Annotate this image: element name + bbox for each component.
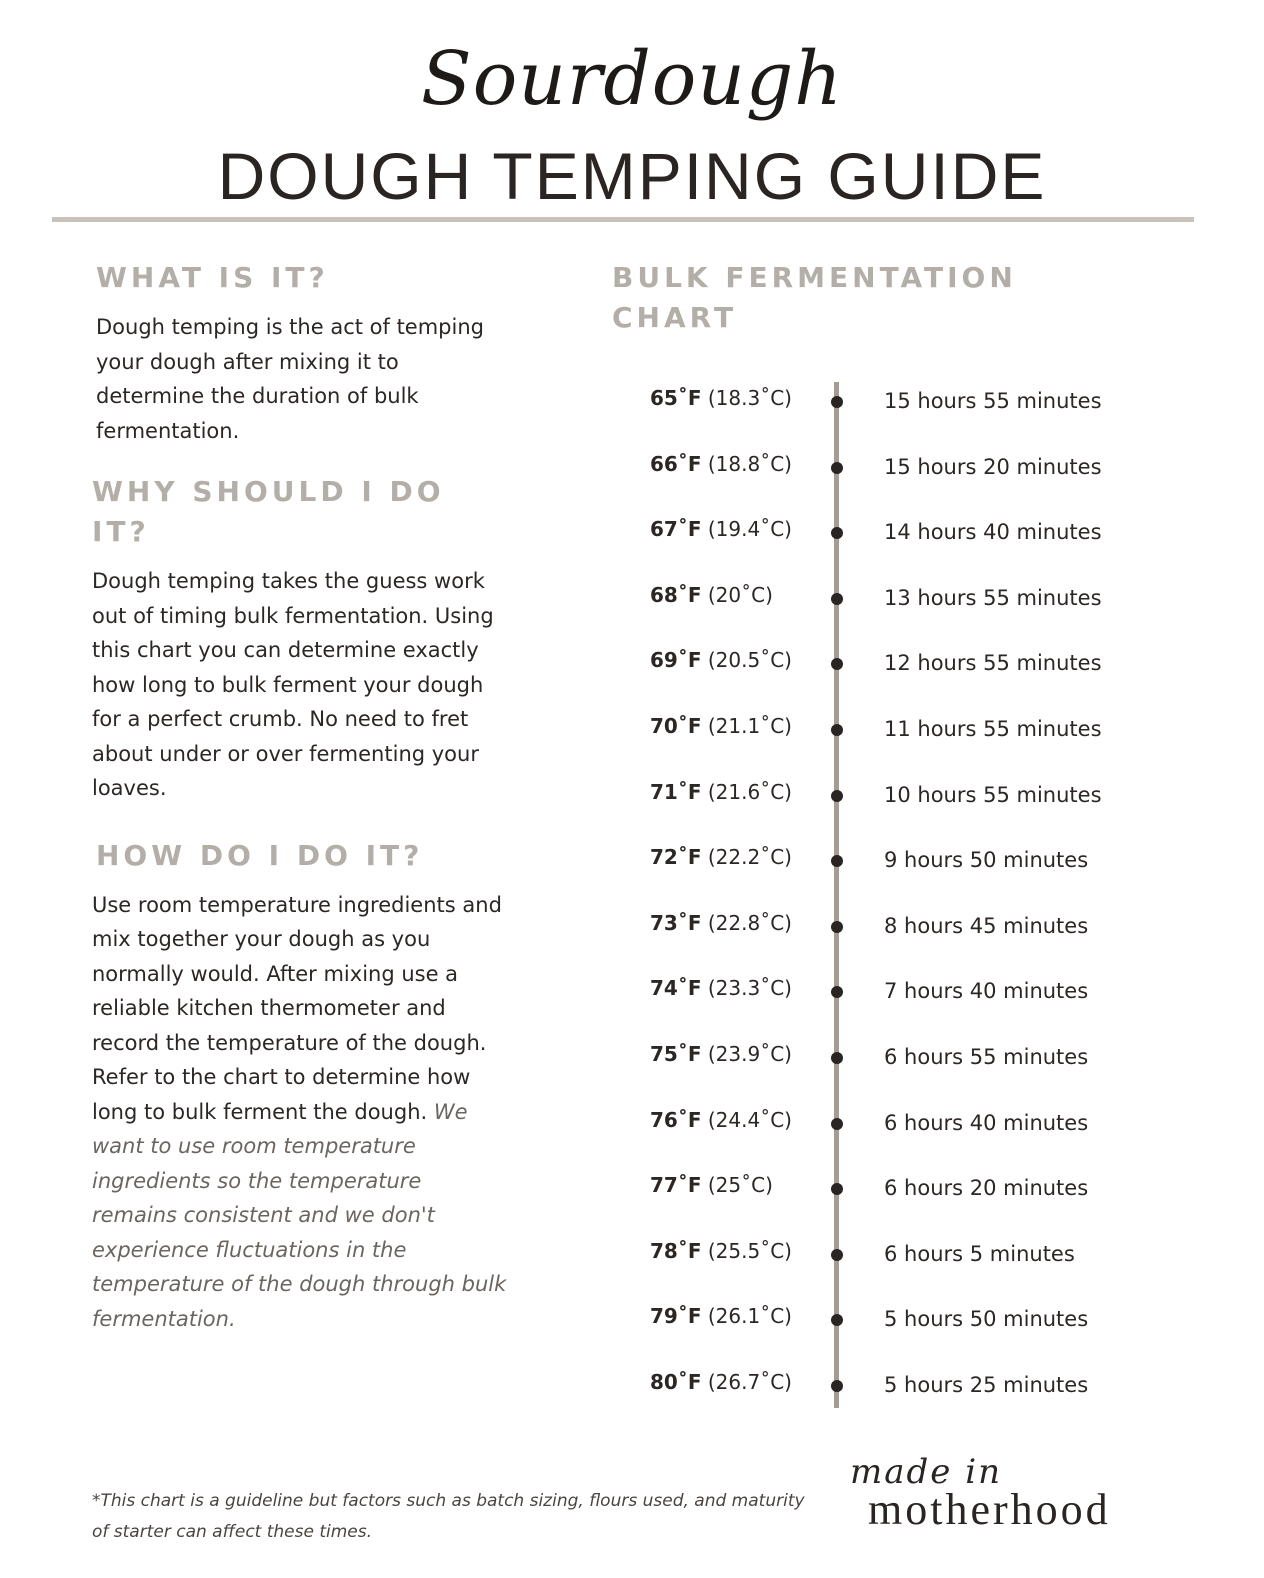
celsius-value: (21.6˚C) xyxy=(707,780,792,804)
celsius-value: (20.5˚C) xyxy=(707,648,792,672)
fahrenheit-value: 69˚F xyxy=(650,648,702,672)
timeline-dot xyxy=(831,593,843,605)
chart-row xyxy=(0,778,1264,818)
chart-row xyxy=(0,1237,1264,1277)
chart-row xyxy=(0,1302,1264,1342)
duration-label: 5 hours 50 minutes xyxy=(884,1307,1089,1331)
temperature-label xyxy=(650,452,792,476)
timeline-dot xyxy=(831,921,843,933)
chart-row xyxy=(0,712,1264,752)
chart-row xyxy=(0,646,1264,686)
timeline-dot xyxy=(831,1249,843,1261)
duration-label: 6 hours 5 minutes xyxy=(884,1242,1075,1266)
chart-row xyxy=(0,1106,1264,1146)
timeline-dot xyxy=(831,724,843,736)
duration-label: 7 hours 40 minutes xyxy=(884,979,1089,1003)
fahrenheit-value: 80˚F xyxy=(650,1370,702,1394)
chart-row xyxy=(0,515,1264,555)
chart-row xyxy=(0,450,1264,490)
chart-row xyxy=(0,1040,1264,1080)
fahrenheit-value: 65˚F xyxy=(650,386,702,410)
fahrenheit-value: 73˚F xyxy=(650,911,702,935)
duration-label: 12 hours 55 minutes xyxy=(884,651,1102,675)
chart-row xyxy=(0,843,1264,883)
fahrenheit-value: 67˚F xyxy=(650,517,702,541)
duration-label: 9 hours 50 minutes xyxy=(884,848,1089,872)
celsius-value: (25.5˚C) xyxy=(707,1239,792,1263)
duration-label: 10 hours 55 minutes xyxy=(884,783,1102,807)
chart-row xyxy=(0,581,1264,621)
duration-label: 15 hours 20 minutes xyxy=(884,455,1102,479)
duration-label: 6 hours 55 minutes xyxy=(884,1045,1089,1069)
fahrenheit-value: 68˚F xyxy=(650,583,702,607)
how-heading: HOW DO I DO IT? xyxy=(96,838,424,872)
brand-logo: motherhood xyxy=(868,1485,1111,1534)
celsius-value: (19.4˚C) xyxy=(707,517,792,541)
celsius-value: (22.2˚C) xyxy=(707,845,792,869)
timeline-dot xyxy=(831,658,843,670)
script-title: Sourdough xyxy=(421,36,843,122)
footnote: *This chart is a guideline but factors such as batch sizing, flours used, and maturity of starter can affect these times. xyxy=(92,1491,805,1542)
temperature-label xyxy=(650,911,792,935)
duration-label: 14 hours 40 minutes xyxy=(884,520,1102,544)
what-heading: WHAT IS IT? xyxy=(96,261,329,294)
duration-label: 11 hours 55 minutes xyxy=(884,717,1102,741)
chart-row xyxy=(0,384,1264,424)
temperature-label xyxy=(650,845,792,869)
timeline-dot xyxy=(831,1118,843,1130)
chart-row xyxy=(0,1171,1264,1211)
temperature-label xyxy=(650,1239,792,1263)
temperature-label xyxy=(650,714,792,738)
temperature-label xyxy=(650,386,792,410)
temperature-label xyxy=(650,780,792,804)
duration-label: 8 hours 45 minutes xyxy=(884,914,1089,938)
fahrenheit-value: 77˚F xyxy=(650,1173,702,1197)
timeline-dot xyxy=(831,396,843,408)
temperature-label xyxy=(650,1042,792,1066)
celsius-value: (20˚C) xyxy=(707,583,773,607)
timeline-dot xyxy=(831,527,843,539)
temperature-label xyxy=(650,976,792,1000)
celsius-value: (18.8˚C) xyxy=(707,452,792,476)
timeline-dot xyxy=(831,790,843,802)
fahrenheit-value: 70˚F xyxy=(650,714,702,738)
celsius-value: (26.7˚C) xyxy=(707,1370,792,1394)
fahrenheit-value: 78˚F xyxy=(650,1239,702,1263)
temperature-label xyxy=(650,1370,792,1394)
duration-label: 6 hours 40 minutes xyxy=(884,1111,1089,1135)
celsius-value: (25˚C) xyxy=(707,1173,773,1197)
timeline-dot xyxy=(831,462,843,474)
duration-label: 13 hours 55 minutes xyxy=(884,586,1102,610)
chart-row xyxy=(0,974,1264,1014)
duration-label: 5 hours 25 minutes xyxy=(884,1373,1089,1397)
timeline-dot xyxy=(831,1380,843,1392)
celsius-value: (18.3˚C) xyxy=(707,386,792,410)
celsius-value: (26.1˚C) xyxy=(707,1304,792,1328)
fahrenheit-value: 72˚F xyxy=(650,845,702,869)
chart-heading: BULK FERMENTATION CHART xyxy=(612,261,1017,334)
temperature-label xyxy=(650,1304,792,1328)
celsius-value: (23.9˚C) xyxy=(707,1042,792,1066)
celsius-value: (23.3˚C) xyxy=(707,976,792,1000)
duration-label: 6 hours 20 minutes xyxy=(884,1176,1089,1200)
why-body: Dough temping takes the guess work out of timing bulk fermentation. Using this chart you can determine exactly how long to bulk ferment your dough for a perfect crumb. No need to fret about under or over fermenting your loaves. xyxy=(92,569,494,800)
timeline-dot xyxy=(831,1183,843,1195)
fahrenheit-value: 75˚F xyxy=(650,1042,702,1066)
fahrenheit-value: 66˚F xyxy=(650,452,702,476)
temperature-label xyxy=(650,1108,792,1132)
duration-label: 15 hours 55 minutes xyxy=(884,389,1102,413)
temperature-label xyxy=(650,517,792,541)
timeline-dot xyxy=(831,1314,843,1326)
celsius-value: (21.1˚C) xyxy=(707,714,792,738)
fahrenheit-value: 74˚F xyxy=(650,976,702,1000)
chart-row xyxy=(0,1368,1264,1408)
how-body-main: Use room temperature ingredients and mix together your dough as you normally would. After mixing use a reliable kitchen thermometer and record the temperature of the dough. Refer to the chart to determine how long to bulk ferment the dough. xyxy=(92,892,502,1124)
celsius-value: (22.8˚C) xyxy=(707,911,792,935)
timeline-dot xyxy=(831,1052,843,1064)
brand-script: made in xyxy=(850,1452,1002,1492)
fahrenheit-value: 71˚F xyxy=(650,780,702,804)
temperature-label xyxy=(650,583,773,607)
how-body-italic: We want to use room temperature ingredients so the temperature remains consistent and we don't experience fluctuations in the temperature of the dough through bulk fermentation. xyxy=(92,1099,507,1331)
timeline-dot xyxy=(831,986,843,998)
temperature-label xyxy=(650,1173,773,1197)
chart-row xyxy=(0,909,1264,949)
what-body: Dough temping is the act of temping your dough after mixing it to determine the duration of bulk fermentation. xyxy=(96,315,484,443)
page-title: DOUGH TEMPING GUIDE xyxy=(217,139,1047,213)
temperature-label xyxy=(650,648,792,672)
why-heading: WHY SHOULD I DO IT? xyxy=(92,475,445,548)
title-divider xyxy=(52,217,1194,222)
celsius-value: (24.4˚C) xyxy=(707,1108,792,1132)
fahrenheit-value: 79˚F xyxy=(650,1304,702,1328)
timeline-dot xyxy=(831,855,843,867)
fahrenheit-value: 76˚F xyxy=(650,1108,702,1132)
